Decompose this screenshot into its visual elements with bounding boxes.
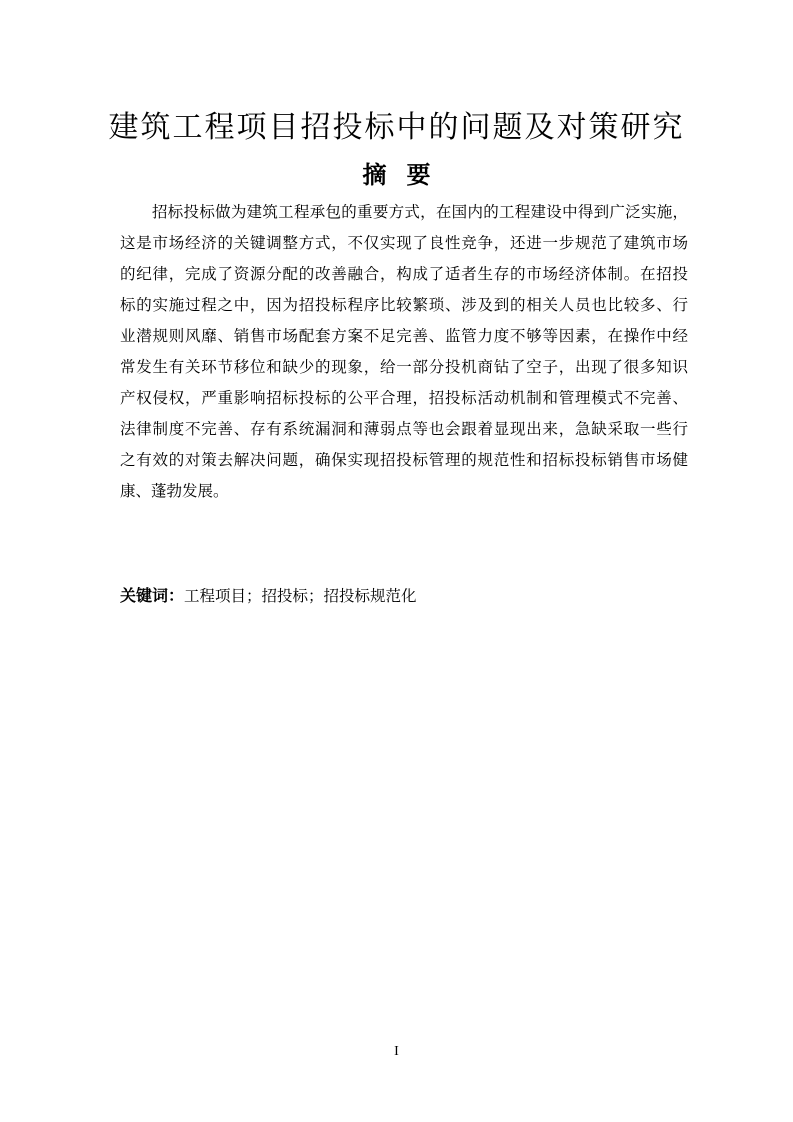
abstract-line: 常发生有关环节移位和缺少的现象，给一部分投机商钻了空子，出现了很多知识	[120, 358, 688, 376]
abstract-line: 招标投标做为建筑工程承包的重要方式，在国内的工程建设中得到广泛实施，	[152, 203, 688, 221]
abstract-line: 这是市场经济的关键调整方式，不仅实现了良性竞争，还进一步规范了建筑市场	[120, 234, 688, 252]
abstract-line: 的纪律，完成了资源分配的改善融合，构成了适者生存的市场经济体制。在招投	[120, 265, 688, 283]
keywords-text: 工程项目；招投标；招投标规范化	[184, 587, 417, 605]
abstract-line: 业潜规则风靡、销售市场配套方案不足完善、监管力度不够等因素，在操作中经	[120, 327, 688, 345]
abstract-line: 产权侵权，严重影响招标投标的公平合理，招投标活动机制和管理模式不完善、	[120, 389, 688, 407]
abstract-line: 康、蓬勃发展。	[120, 482, 229, 500]
abstract-line: 法律制度不完善、存有系统漏洞和薄弱点等也会跟着显现出来，急缺采取一些行	[120, 420, 688, 438]
keywords	[120, 582, 417, 610]
abstract-line: 标的实施过程之中，因为招投标程序比较繁琐、涉及到的相关人员也比较多、行	[120, 296, 688, 314]
abstract-heading: 摘要	[362, 161, 451, 189]
keywords-label: 关键词：	[120, 586, 185, 605]
page-number: I	[394, 1044, 399, 1059]
abstract-line: 之有效的对策去解决问题，确保实现招投标管理的规范性和招标投标销售市场健	[120, 451, 688, 469]
abstract-body	[120, 197, 688, 507]
document-title: 建筑工程项目招投标中的问题及对策研究	[108, 110, 685, 145]
